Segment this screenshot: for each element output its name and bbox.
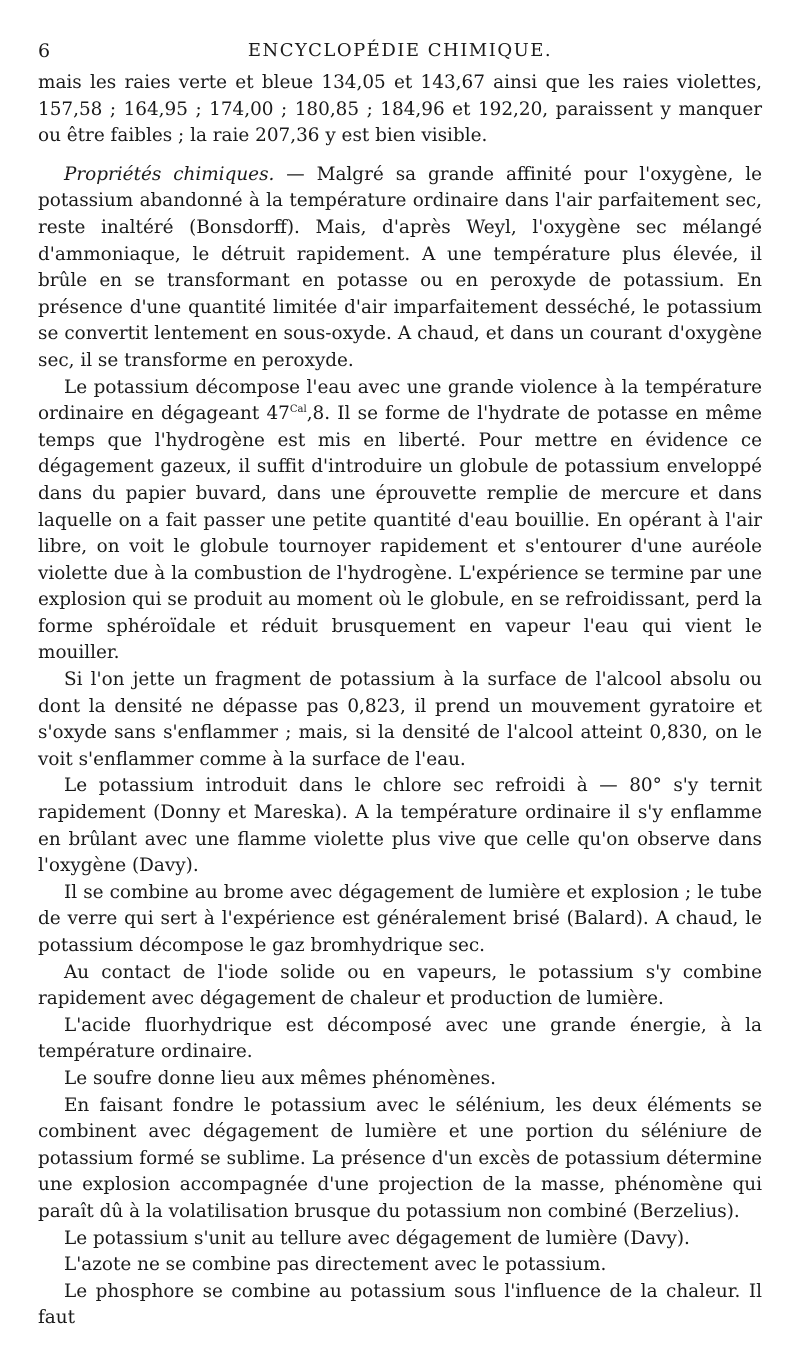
heat-value-base: 47 [266, 403, 290, 425]
paragraph: Il se combine au brome avec dégagement de lumière et explosion ; le tube de verre qui sert à l'expérience est généralement brisé (Balard). A chaud, le potassium décompose le gaz bromhydrique sec. [38, 881, 762, 956]
paragraph: Si l'on jette un fragment de potassium à la surface de l'alcool absolu ou dont la densité ne dépasse pas 0,823, il prend un mouvement gyratoire et s'oxyde sans s'enflammer ; mais, si la densité de l'alcool atteint 0,830, on le voit s'enflammer comme à la surface de l'eau. [38, 669, 762, 770]
paragraph-text: . Il se forme de l'hydrate de potasse en même temps que l'hydrogène est mis en liberté. Pour mettre en évidence ce dégagement gazeux, il suffit d'introduire un globule de potassium enveloppé dans du papier buvard, dans une éprouvette remplie de mercure et dans laquelle on a fait passer une petite quantité d'eau bouillie. En opérant à l'air libre, on voit le globule tournoyer rapidement et s'entourer d'une auréole violette due à la combustion de l'hydrogène. L'expérience se termine par une explosion qui se produit au moment où le globule, en se refroidissant, perd la forme sphéroïdale et réduit brusquement en vapeur l'eau qui vient le mouiller. [38, 403, 762, 664]
heat-value [266, 403, 324, 424]
paragraph: Le soufre donne lieu aux mêmes phénomènes. [64, 1067, 496, 1089]
running-title: ENCYCLOPÉDIE CHIMIQUE. [247, 40, 553, 61]
page-number: 6 [38, 40, 51, 62]
heat-unit: Cal [289, 404, 307, 416]
paragraph-chemical-properties [38, 162, 762, 375]
paragraph: L'acide fluorhydrique est décomposé avec une grande énergie, à la température ordinaire. [38, 1014, 762, 1063]
paragraph [38, 375, 762, 668]
paragraph: En faisant fondre le potassium avec le sélénium, les deux éléments se combinent avec dégagement de lumière et une portion du séléniure de potassium formé se sublime. La présence d'un excès de potassium détermine une explosion accompagnée d'une projection de la masse, phénomène qui paraît dû à la volatilisation brusque du potassium non combiné (Berzelius). [38, 1094, 762, 1222]
body-text [38, 70, 762, 1332]
paragraph-text: Le potassium décompose l'eau avec une grande violence à la température ordinaire en dégageant [38, 376, 762, 425]
paragraph-text: — Malgré sa grande affinité pour l'oxygène, le potassium abandonné à la température ordinaire dans l'air parfaitement sec, reste inaltéré (Bonsdorff). Mais, d'après Weyl, l'oxygène sec mélangé d'ammoniaque, le détruit rapidement. A une température plus élevée, il brûle en se transformant en potasse ou en peroxyde de potassium. En présence d'une quantité limitée d'air imparfaitement desséché, le potassium se convertit lentement en sous-oxyde. A chaud, et dans un courant d'oxygène sec, il se transforme en peroxyde. [38, 163, 762, 371]
paragraph: Au contact de l'iode solide ou en vapeurs, le potassium s'y combine rapidement avec dégagement de chaleur et production de lumière. [38, 961, 762, 1010]
paragraph: mais les raies verte et bleue 134,05 et 143,67 ainsi que les raies violettes, 157,58 ; 164,95 ; 174,00 ; 180,85 ; 184,96 et 192,20, paraissent y manquer ou être faibles ; la raie 207,36 y est bien visible. [38, 72, 762, 147]
heat-value-decimal: ,8 [306, 403, 325, 425]
section-heading: Propriétés chimiques. [64, 163, 275, 185]
paragraph: Le potassium introduit dans le chlore sec refroidi à — 80° s'y ternit rapidement (Donny et Mareska). A la température ordinaire il s'y enflamme en brûlant avec une flamme violette plus vive que celle qu'on observe dans l'oxygène (Davy). [38, 775, 762, 877]
paragraph: Le potassium s'unit au tellure avec dégagement de lumière (Davy). [64, 1227, 690, 1249]
page-header [38, 40, 762, 70]
paragraph: L'azote ne se combine pas directement avec le potassium. [64, 1254, 607, 1276]
paragraph: Le phosphore se combine au potassium sous l'influence de la chaleur. Il faut [38, 1280, 762, 1329]
